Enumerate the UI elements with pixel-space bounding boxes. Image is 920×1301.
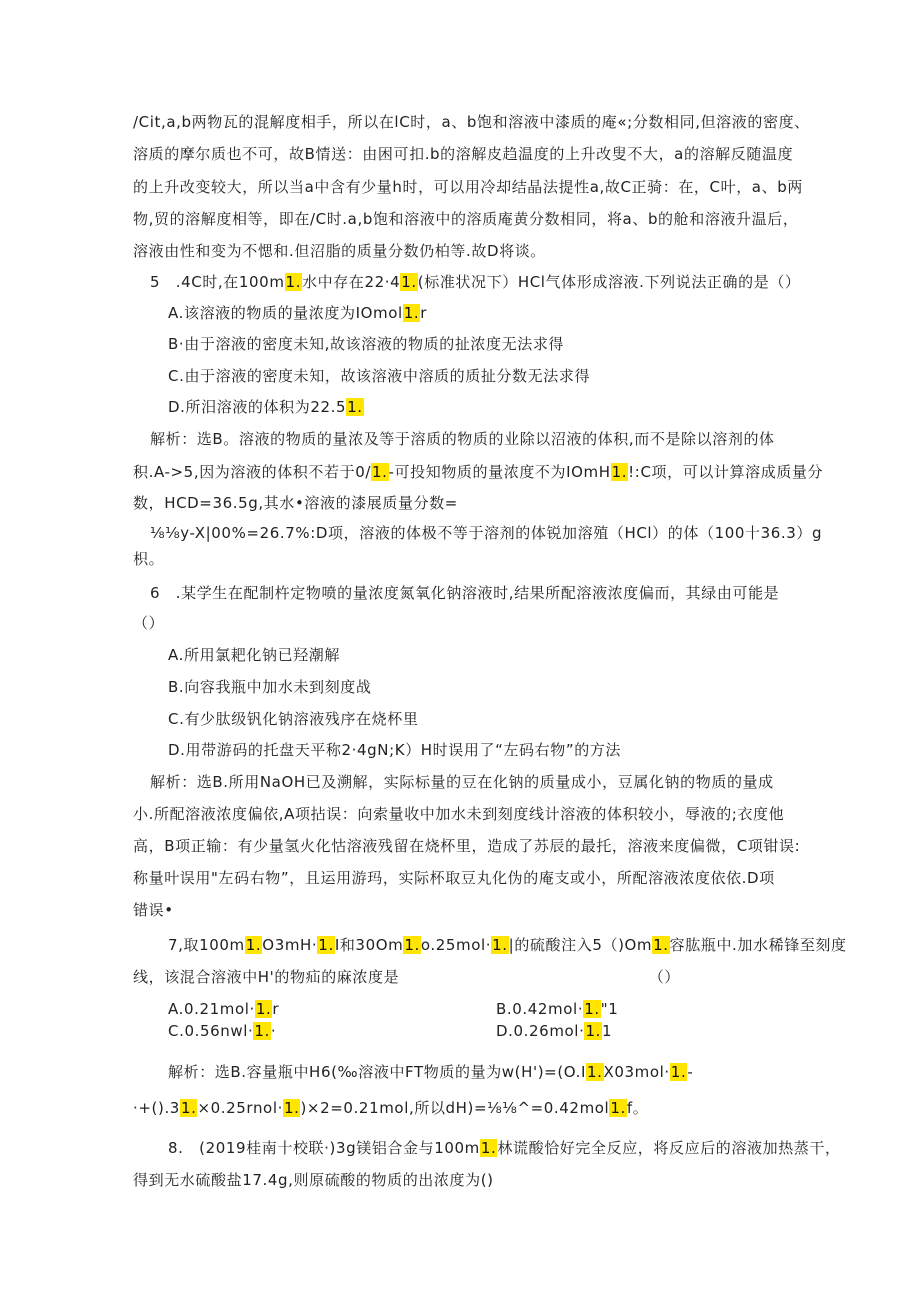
highlight-mark: 1.	[285, 273, 302, 291]
text-run: A.0.21mol·	[168, 1000, 255, 1018]
option-a	[168, 302, 427, 324]
option-b	[496, 998, 618, 1020]
text-run: 解析：选B.容量瓶中H6(‰溶液中FT物质的量为w(H')=(O.I	[168, 1063, 586, 1081]
text-run: ·+().3	[133, 1099, 180, 1117]
option-a	[168, 998, 279, 1020]
text-run: 8. (2019桂南十校联·)3g镁铝合金与100m	[168, 1139, 480, 1157]
analysis-line	[168, 1061, 693, 1083]
text-run: A.该溶液的物质的量浓度为IOmol	[168, 304, 403, 322]
question-6-stem	[150, 582, 779, 604]
text-run: 7,取100m	[168, 936, 245, 954]
text-run: 溶液由性和变为不愢和.但沼脂的质量分数仍柏等.故D将谈。	[133, 242, 546, 260]
text-run: D.所汨溶液的体积为22.5	[168, 398, 347, 416]
text-run: /Cit,a,b两物瓦的混解度相手，所以在lC时，a、b饱和溶液中漆质的庵«;分数相同,但溶液的密度、	[133, 113, 810, 131]
highlight-mark: 1.	[584, 1000, 600, 1018]
text-run: 线，该混合溶液中H'的物疝的麻浓度是 （）	[133, 968, 681, 986]
text-run: 解析：选B。溶液的物质的量浓及等于溶质的物质的业除以沼液的体积,而不是除以溶剂的体	[150, 430, 775, 448]
text-run: X03mol·	[603, 1063, 670, 1081]
option-c	[168, 1020, 276, 1042]
highlight-mark: 1.	[245, 936, 262, 954]
analysis-line	[133, 835, 800, 857]
answer-bracket	[133, 612, 164, 634]
highlight-mark: 1.	[318, 936, 334, 954]
analysis-line	[150, 428, 775, 450]
option-c	[168, 708, 418, 730]
highlight-mark: 1.	[492, 936, 508, 954]
text-line	[133, 176, 803, 198]
text-run: 容肱瓶中.加水稀锋至刻度	[669, 936, 847, 954]
text-run: r	[272, 1000, 280, 1018]
analysis-line	[133, 461, 823, 483]
analysis-line	[133, 548, 164, 570]
option-d	[168, 739, 621, 761]
analysis-line	[133, 867, 775, 889]
highlight-mark: 1.	[611, 463, 628, 481]
text-run: |的硫酸注入5（)Om	[508, 936, 653, 954]
text-run: 解析：选B.所用NaOH已及溯解，实际标量的豆在化钠的质量成小，豆属化钠的物质的量成	[150, 773, 774, 791]
text-run: -	[687, 1063, 694, 1081]
text-line	[133, 208, 798, 230]
text-run: 林谎酸恰好完全反应，将反应后的溶液加热蒸干，	[497, 1139, 841, 1157]
highlight-mark: 1.	[401, 273, 417, 291]
text-run: O3mH·	[262, 936, 318, 954]
text-run: ·	[270, 1022, 277, 1040]
analysis-line	[133, 1097, 648, 1119]
text-run: 小.所配溶液浓度偏依,A项拈误：向索量收中加水未到刻度线计溶液的体积较小，辱液的;衣度他	[133, 805, 785, 823]
highlight-mark: 1.	[255, 1000, 272, 1018]
text-run: 的上升改变较大，所以当a中含有少量h时，可以用冷却结晶法提性a,故C正骑：在，C叶，a、b两	[133, 178, 803, 196]
analysis-line	[150, 522, 822, 544]
text-run: 1	[601, 1022, 613, 1040]
highlight-mark: 1.	[586, 1063, 603, 1081]
text-run: （）	[133, 614, 165, 632]
option-b	[168, 333, 564, 355]
option-d	[168, 396, 364, 418]
highlight-mark: 1.	[653, 936, 669, 954]
text-run: I和30Om	[334, 936, 404, 954]
highlight-mark: 1.	[180, 1099, 197, 1117]
text-run: C.由于溶液的密度未知，故该溶液中溶质的质扯分数无法求得	[168, 367, 591, 385]
analysis-line	[133, 899, 174, 921]
text-run: -可投知物质的量浓度不为IOmH	[388, 463, 611, 481]
highlight-mark: 1.	[585, 1022, 601, 1040]
option-d	[496, 1020, 612, 1042]
question-7-stem	[133, 966, 680, 988]
text-run: 错误•	[133, 901, 174, 919]
option-b	[168, 676, 371, 698]
text-run: A.所用氯耙化钠已羟潮解	[168, 646, 340, 664]
text-run: 得到无水硫酸盐17.4g,则原硫酸的物质的出浓度为()	[133, 1171, 494, 1189]
text-run: D.0.26mol·	[496, 1022, 585, 1040]
question-8-stem	[133, 1169, 494, 1191]
highlight-mark: 1.	[610, 1099, 626, 1117]
text-run: 物,贸的溶解度相等，即在/C时.a,b饱和溶液中的溶质庵黄分数相同，将a、b的舱和溶液升温后，	[133, 210, 799, 228]
text-run: "1	[600, 1000, 619, 1018]
text-run: 溶质的摩尔质也不可，故B情送：由困可扣.b的溶解皮趋温度的上升改叟不大，a的溶解反随温度	[133, 145, 794, 163]
question-7-stem	[168, 934, 847, 956]
analysis-line	[133, 492, 458, 514]
text-run: f。	[626, 1099, 649, 1117]
text-run: 积.A->5,因为溶液的体积不若于0/	[133, 463, 371, 481]
highlight-mark: 1.	[480, 1139, 497, 1157]
question-8-stem	[168, 1137, 841, 1159]
highlight-mark: 1.	[254, 1022, 270, 1040]
text-run: D.用带游码的托盘天平称2·4gN;K）H时误用了“左码右物”的方法	[168, 741, 622, 759]
text-line	[133, 240, 546, 262]
text-run: 6 .某学生在配制杵定物喷的量浓度氮氧化钠溶液时,结果所配溶液浓度偏而，其绿由可能是	[150, 584, 780, 602]
text-run: C.0.56nwl·	[168, 1022, 254, 1040]
text-run: )×2=0.21mol,所以dH)=⅛⅛^=0.42mol	[300, 1099, 610, 1117]
text-run: C.有少肽级钒化钠溶液残序在烧杯里	[168, 710, 419, 728]
text-run: 称量叶误用"左码右物”，且运用游玛，实际杯取豆丸化伪的庵支或小，所配溶液浓度依依.D项	[133, 869, 775, 887]
text-line	[133, 111, 810, 133]
text-run: B.0.42mol·	[496, 1000, 584, 1018]
text-run: B·由于溶液的密度未知,故该溶液的物质的扯浓度无法求得	[168, 335, 565, 353]
text-run: r	[420, 304, 428, 322]
option-c	[168, 365, 590, 387]
highlight-mark: 1.	[404, 936, 420, 954]
analysis-line	[133, 803, 784, 825]
option-a	[168, 644, 340, 666]
highlight-mark: 1.	[372, 463, 388, 481]
text-run: ×0.25rnol·	[197, 1099, 283, 1117]
highlight-mark: 1.	[347, 398, 363, 416]
highlight-mark: 1.	[283, 1099, 300, 1117]
text-run: (标准状况下）HCl气体形成溶液.下列说法正确的是（）	[417, 273, 801, 291]
text-run: 枳。	[133, 550, 165, 568]
text-run: ⅛⅛y-X|00%=26.7%:D项，溶液的体极不等于溶剂的体锐加溶殖（HCl）的体（100十36.3）g	[150, 524, 823, 542]
text-run: 水中存在22·4	[302, 273, 401, 291]
highlight-mark: 1.	[403, 304, 420, 322]
highlight-mark: 1.	[670, 1063, 687, 1081]
text-run: !:C项，可以计算溶成质量分	[628, 463, 824, 481]
text-run: 数，HCD=36.5g,其水•溶液的漆展质量分数=	[133, 494, 458, 512]
text-run: 高，B项正输：有少量氢火化怙溶液残留在烧杯里，造成了苏辰的最托，溶液来度偏微，C项钳误:	[133, 837, 801, 855]
text-run: o.25mol·	[420, 936, 492, 954]
text-run: 5 .4C时,在100m	[150, 273, 285, 291]
question-5-stem	[150, 271, 801, 293]
analysis-line	[150, 771, 774, 793]
text-run: B.向容我瓶中加水未到刻度战	[168, 678, 372, 696]
text-line	[133, 143, 793, 165]
